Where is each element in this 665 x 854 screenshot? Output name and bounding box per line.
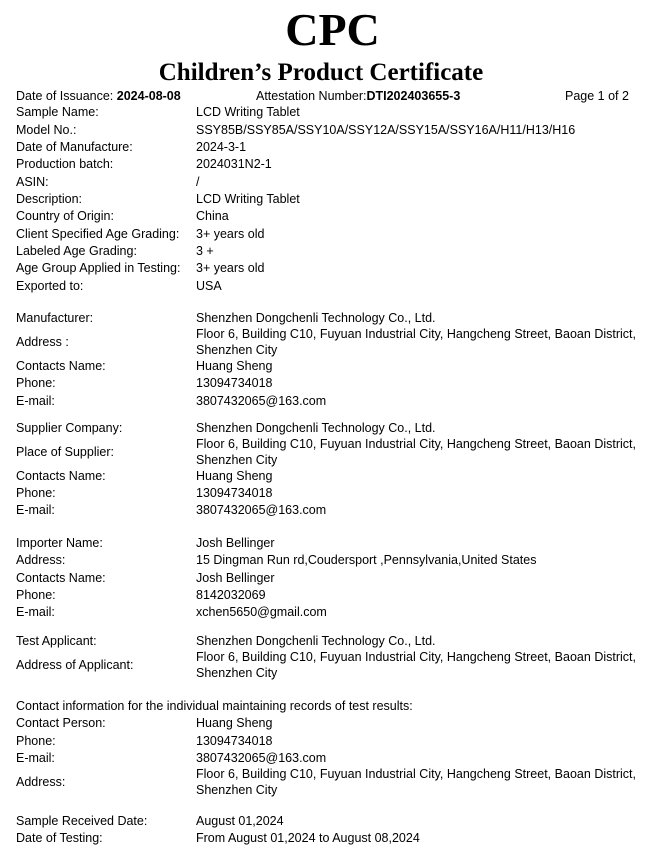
field-value: 3 + [196,244,214,258]
field-value: 3+ years old [196,261,265,275]
field-value: USA [196,279,222,293]
field-value: China [196,209,229,223]
field-label: Contacts Name: [16,469,106,483]
issuance-date [16,88,181,104]
field-label: E-mail: [16,394,55,408]
field-value: 8142032069 [196,588,266,602]
field-value: Shenzhen Dongchenli Technology Co., Ltd. [196,634,436,648]
field-label: Phone: [16,734,56,748]
issuance-value: 2024-08-08 [116,89,181,103]
field-value: Huang Sheng [196,716,273,730]
field-label: Phone: [16,588,56,602]
records-heading-text: Contact information for the individual maintaining records of test results: [16,699,413,713]
attestation-number [256,88,460,104]
field-value: August 01,2024 [196,814,284,828]
field-label: Date of Manufacture: [16,140,133,154]
field-value: Floor 6, Building C10, Fuyuan Industrial City, Hangcheng Street, Baoan District, Shenzhen City [196,327,636,357]
field-label: Contacts Name: [16,571,106,585]
field-value: Josh Bellinger [196,536,275,550]
field-label: E-mail: [16,503,55,517]
field-label: Country of Origin: [16,209,114,223]
field-value: Josh Bellinger [196,571,275,585]
field-label: Contact Person: [16,716,106,730]
field-label: Address : [16,335,69,349]
field-label: Labeled Age Grading: [16,244,137,258]
field-label: E-mail: [16,605,55,619]
field-value: xchen5650@gmail.com [196,605,327,619]
field-label: Exported to: [16,279,84,293]
field-value: From August 01,2024 to August 08,2024 [196,831,420,845]
page-number: Page 1 of 2 [565,89,629,103]
field-value: LCD Writing Tablet [196,192,300,206]
field-label: Date of Testing: [16,831,103,845]
field-label: Address: [16,553,66,567]
field-value: 2024-3-1 [196,140,247,154]
field-value: Shenzhen Dongchenli Technology Co., Ltd. [196,421,436,435]
field-label: E-mail: [16,751,55,765]
field-label: Sample Received Date: [16,814,148,828]
field-label: Model No.: [16,123,77,137]
field-value: Floor 6, Building C10, Fuyuan Industrial City, Hangcheng Street, Baoan District, Shenzhen City [196,437,636,467]
field-label: Production batch: [16,157,114,171]
field-label: Test Applicant: [16,634,97,648]
field-value: Huang Sheng [196,469,273,483]
field-label: Manufacturer: [16,311,94,325]
field-label: Phone: [16,376,56,390]
field-value: SSY85B/SSY85A/SSY10A/SSY12A/SSY15A/SSY16A/H11/H13/H16 [196,123,576,137]
field-label: Contacts Name: [16,359,106,373]
field-value: 13094734018 [196,486,273,500]
field-value: 13094734018 [196,376,273,390]
field-label: Address: [16,775,66,789]
certificate-logo-title: CPC [285,4,380,55]
field-label: Supplier Company: [16,421,123,435]
issuance-label: Date of Issuance: [16,89,114,103]
field-value: LCD Writing Tablet [196,105,300,119]
field-label: Client Specified Age Grading: [16,227,180,241]
field-value: 3807432065@163.com [196,503,327,517]
field-value: 3807432065@163.com [196,394,327,408]
field-value: Floor 6, Building C10, Fuyuan Industrial City, Hangcheng Street, Baoan District, Shenzhen City [196,767,636,797]
field-label: Importer Name: [16,536,103,550]
field-label: Description: [16,192,82,206]
field-value: 2024031N2-1 [196,157,272,171]
attestation-label: Attestation Number: [256,89,367,103]
field-label: Address of Applicant: [16,658,134,672]
attestation-value: DTI202403655-3 [366,89,461,103]
field-value: / [196,175,200,189]
field-value: Floor 6, Building C10, Fuyuan Industrial City, Hangcheng Street, Baoan District, Shenzhen City [196,650,636,680]
certificate-title: Children’s Product Certificate [158,59,484,86]
field-label: Place of Supplier: [16,445,114,459]
field-value: Huang Sheng [196,359,273,373]
field-value: 15 Dingman Run rd,Coudersport ,Pennsylvania,United States [196,553,537,567]
field-value: 3807432065@163.com [196,751,327,765]
field-value: Shenzhen Dongchenli Technology Co., Ltd. [196,311,436,325]
field-label: Age Group Applied in Testing: [16,261,181,275]
field-value: 13094734018 [196,734,273,748]
field-label: Sample Name: [16,105,99,119]
field-label: ASIN: [16,175,49,189]
field-label: Phone: [16,486,56,500]
field-value: 3+ years old [196,227,265,241]
